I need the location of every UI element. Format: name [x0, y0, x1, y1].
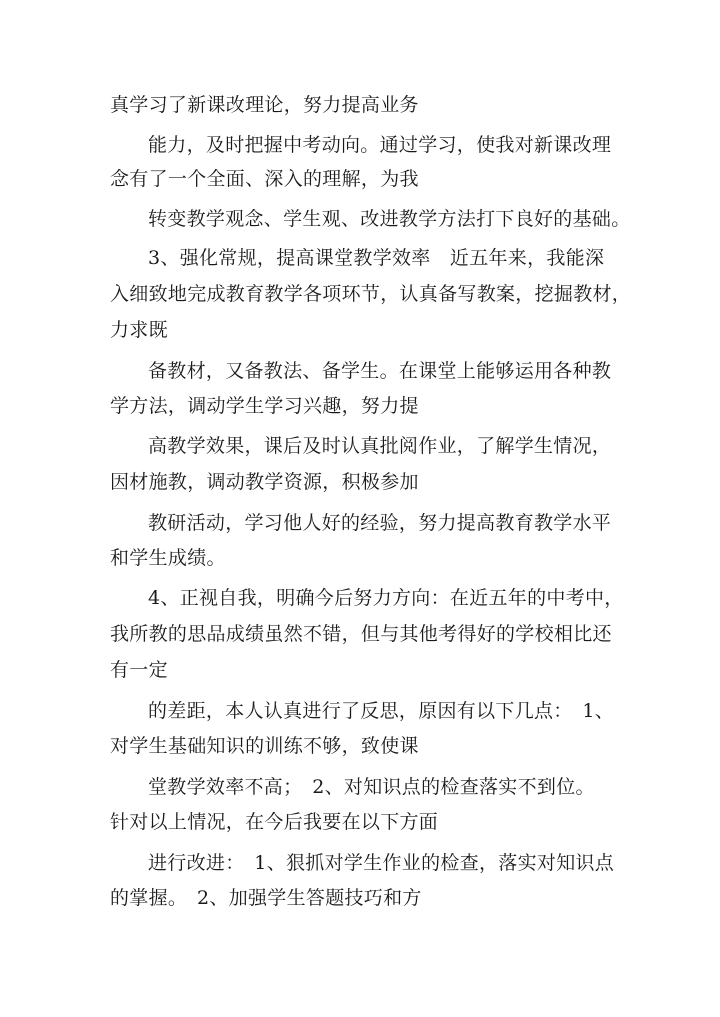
text-line: 针对以上情况，在今后我要在以下方面	[110, 811, 439, 833]
text-line: 的差距，本人认真进行了反思，原因有以下几点： 1、	[148, 700, 615, 722]
text-line: 力求既	[110, 319, 168, 341]
text-line: 和学生成绩。	[110, 547, 226, 569]
text-line: 堂教学效率不高； 2、对知识点的检查落实不到位。	[148, 776, 595, 798]
text-line: 有一定	[110, 659, 168, 681]
text-line: 念有了一个全面、深入的理解，为我	[110, 168, 419, 190]
text-line: 备教材，又备教法、备学生。在课堂上能够运用各种教	[148, 360, 612, 382]
text-line: 能力，及时把握中考动向。通过学习，使我对新课改理	[148, 134, 612, 156]
text-line: 高教学效果，课后及时认真批阅作业，了解学生情况，	[148, 435, 612, 457]
text-line: 4、正视自我，明确今后努力方向：在近五年的中考中，	[148, 587, 624, 609]
text-line: 3、强化常规，提高课堂教学效率 近五年来，我能深	[148, 247, 605, 269]
text-line: 因材施教，调动教学资源，积极参加	[110, 471, 419, 493]
text-line: 入细致地完成教育教学各项环节，认真备写教案，挖掘教材，	[110, 283, 632, 305]
text-line: 教研活动，学习他人好的经验，努力提高教育教学水平	[148, 512, 612, 534]
text-line: 对学生基础知识的训练不够，致使课	[110, 735, 419, 757]
text-line: 的掌握。 2、加强学生答题技巧和方	[110, 887, 422, 909]
text-line: 转变教学观念、学生观、改进教学方法打下良好的基础。	[148, 208, 631, 230]
text-line: 真学习了新课改理论，努力提高业务	[110, 94, 419, 116]
text-line: 学方法，调动学生学习兴趣，努力提	[110, 395, 419, 417]
text-line: 进行改进： 1、狠抓对学生作业的检查，落实对知识点	[148, 852, 615, 874]
text-line: 我所教的思品成绩虽然不错，但与其他考得好的学校相比还	[110, 623, 612, 645]
